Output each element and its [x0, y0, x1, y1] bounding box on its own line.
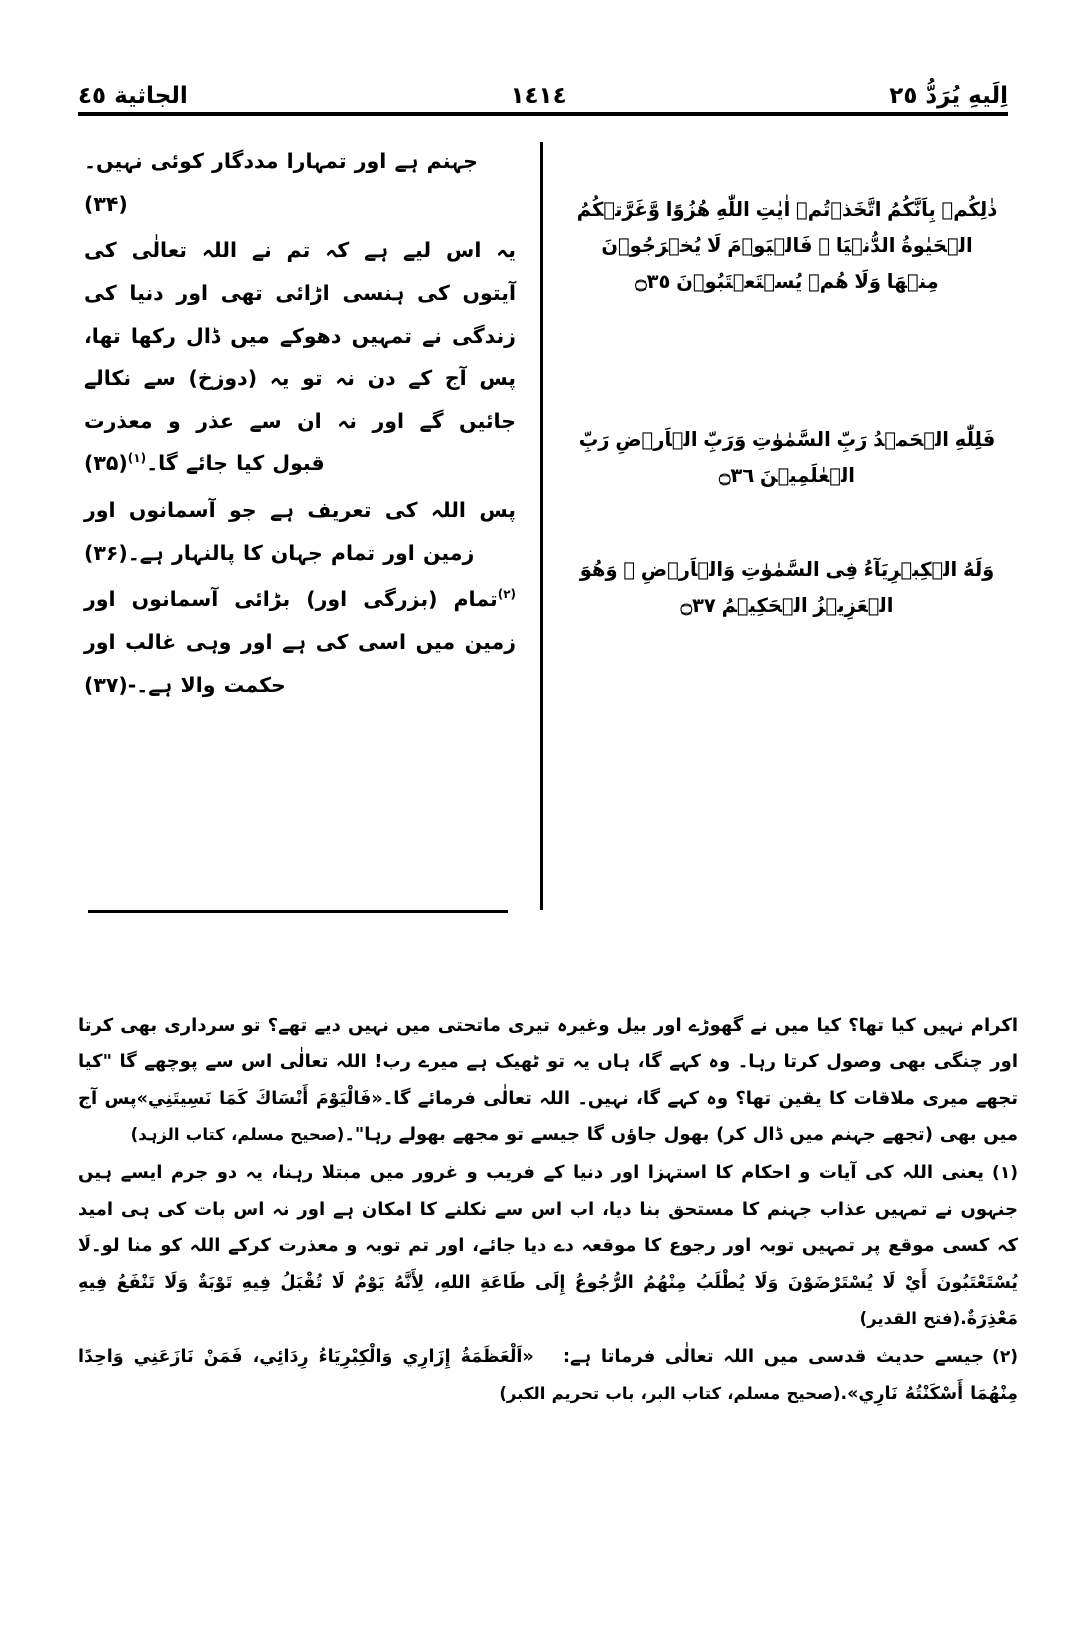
footnote-item-1 [78, 1155, 1018, 1337]
urdu-verse-35-footnote-ref: (۱) [127, 451, 147, 466]
ayah-37: وَلَهُ الۡكِبۡرِيَآءُ فِى السَّمٰوٰتِ وَالۡاَرۡضِ ۖ وَهُوَ الۡعَزِيۡزُ الۡحَكِيۡمُ ۝٣٧ [579, 558, 995, 618]
footnote-2-source: (صحیح مسلم، کتاب البر، باب تحریم الکبر) [499, 1383, 841, 1403]
footnote-2-marker: (۲) [992, 1347, 1018, 1368]
footnote-continued-source: (صحیح مسلم، کتاب الزہد) [130, 1125, 345, 1145]
urdu-verse-35-text: یہ اس لیے ہے کہ تم نے اللہ تعالٰی کی آیتوں کی ہنسی اڑائی تھی اور دنیا کی زندگی نے تمہیں دھوکے میں ڈال رکھا تھا، پس آج کے دن نہ تو یہ (دوزخ) سے نکالے جائیں گے اور نہ ان سے عذر و معذرت قبول کیا جائے گا۔ [84, 238, 516, 476]
header-surah-title-left: الجاثية ٤٥ [78, 83, 188, 109]
urdu-verse-35 [84, 229, 516, 485]
footnotes-region [78, 1008, 1018, 1414]
footnote-separator-rule [88, 910, 508, 913]
urdu-verse-37 [84, 578, 516, 706]
header-para-title-right: اِلَیهِ یُرَدُّ ٢٥ [889, 83, 1008, 109]
urdu-verse-37-footnote-ref: (۲) [497, 587, 516, 602]
urdu-verse-37-text: تمام (بزرگی اور) بڑائی آسمانوں اور زمین میں اسی کی ہے اور وہی غالب اور حکمت والا ہے۔-(۳۷) [84, 587, 516, 697]
footnote-item-2 [78, 1339, 1018, 1412]
footnote-continued-tail: پس آج میں بھی (تجھے جہنم میں ڈال کر) بھول جاؤں گا جیسے تو مجھے بھولے رہا"۔ [78, 1087, 1018, 1146]
footnote-continued-arabic-quote: «فَالْيَوْمَ أَنْسَاكَ كَمَا نَسِيتَنِي» [136, 1088, 383, 1109]
page-number: ١٤١٤ [510, 83, 567, 109]
ayah-35: ذٰلِكُمۡ بِاَنَّكُمُ اتَّخَذۡتُمۡ اٰيٰتِ اللّٰهِ هُزُوًا وَّغَرَّتۡكُمُ الۡحَيٰوةُ الدُّنۡيَا ۚ فَالۡيَوۡمَ لَا يُخۡرَجُوۡنَ مِنۡهَا وَلَا هُمۡ يُسۡتَعۡتَبُوۡنَ ۝٣٥ [576, 198, 998, 294]
urdu-translation-column [78, 140, 530, 910]
urdu-verse-34-tail: جہنم ہے اور تمہارا مددگار کوئی نہیں۔(۳۴) [84, 149, 478, 216]
ayah-36: فَلِلّٰهِ الۡحَمۡدُ رَبِّ السَّمٰوٰتِ وَرَبِّ الۡاَرۡضِ رَبِّ الۡعٰلَمِيۡنَ ۝٣٦ [578, 428, 996, 488]
header-divider-rule [78, 112, 1008, 116]
urdu-verse-35-number: (۳۵) [84, 451, 128, 476]
footnote-continued-block [78, 1008, 1018, 1153]
arabic-verses-column [560, 140, 1008, 910]
footnote-1-arabic-quote: لَا يُسْتَعْتَبُونَ أَيْ لَا يُسْتَرْضَوْنَ وَلَا يُطْلَبُ مِنْهُمُ الرُّجُوعُ إِلَى طَاعَةِ اللهِ، لِأَنَّهُ يَوْمٌ لَا تُقْبَلُ فِيهِ تَوْبَةٌ وَلَا تَنْفَعُ فِيهِ مَعْذِرَةٌ. [78, 1236, 1018, 1329]
footnote-1-urdu: یعنی اللہ کی آیات و احکام کا استہزا اور دنیا کے فریب و غرور میں مبتلا رہنا، یہ دو جرم ایسے ہیں جنہوں نے تمہیں عذاب جہنم کا مستحق بنا دیا، اب اس سے نکلنے کا امکان ہے اور نہ اس بات کی ہی امید کہ کسی موقع پر تمہیں توبہ اور رجوع کا موقعہ دے دیا جائے، اور تم توبہ و معذرت کرکے اللہ کو منا لو۔ [78, 1162, 1018, 1257]
footnote-1-marker: (۱) [992, 1163, 1018, 1184]
footnote-2-urdu: جیسے حدیث قدسی میں اللہ تعالٰی فرماتا ہے: [562, 1346, 985, 1368]
urdu-verse-36: پس اللہ کی تعریف ہے جو آسمانوں اور زمین اور تمام جہان کا پالنہار ہے۔(۳۶) [84, 498, 516, 565]
page-header [78, 62, 1008, 108]
footnote-2-arabic-quote: «اَلْعَظَمَةُ إِزَارِي وَالْكِبْرِيَاءُ رِدَائِي، فَمَنْ نَازَعَنِي وَاحِدًا مِنْهُمَا أَسْكَنْتُهُ نَارِي». [78, 1347, 1018, 1404]
scripture-body [78, 140, 1008, 910]
footnote-continued-text [78, 1008, 1018, 1153]
footnote-1-source: (فتح القدیر) [859, 1308, 961, 1328]
footnote-continued-urdu: اکرام نہیں کیا تھا؟ کیا میں نے گھوڑے اور بیل وغیرہ تیری ماتحتی میں نہیں دیے تھے؟ تو سرداری بھی کرتا اور چنگی بھی وصول کرتا رہا۔ وہ کہے گا، ہاں یہ تو ٹھیک ہے میرے رب! اللہ تعالٰی اس سے پوچھے گا "کیا تجھے میری ملاقات کا یقین تھا؟ وہ کہے گا، نہیں۔ اللہ تعالٰی فرمائے گا۔ [78, 1015, 1018, 1109]
footnote-1-text [78, 1155, 1018, 1337]
footnote-2-text [78, 1339, 1018, 1412]
